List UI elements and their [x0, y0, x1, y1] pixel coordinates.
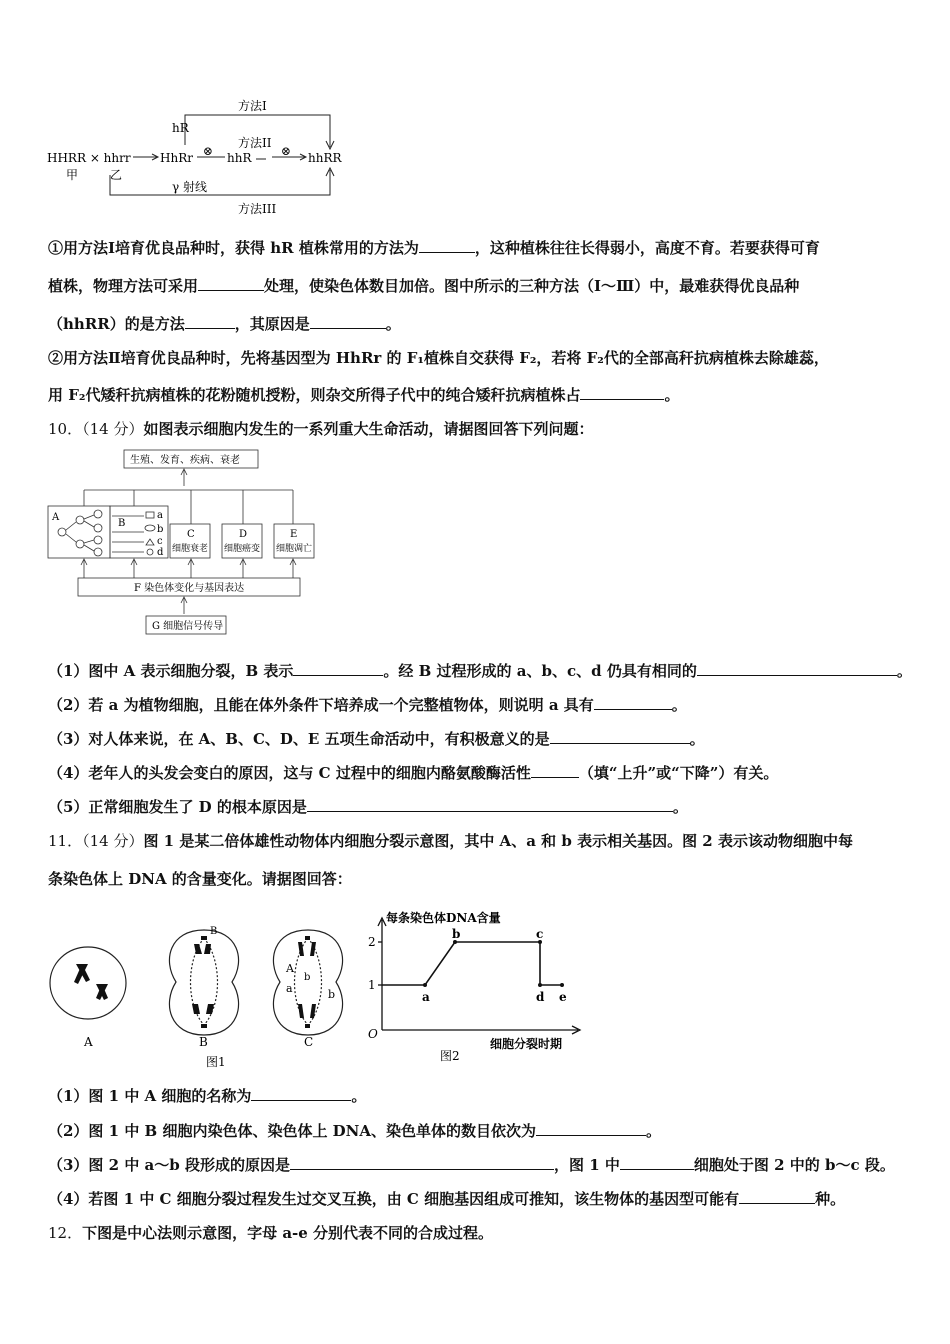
e-label: 细胞凋亡	[276, 544, 313, 554]
answer-blank[interactable]	[550, 729, 690, 744]
q10-s1: （1）图中 A 表示细胞分裂，B 表示 。经 B 过程形成的 a、b、c、d 仍具有相同的 。	[48, 662, 912, 680]
dna-content-series	[382, 942, 562, 985]
answer-blank[interactable]	[419, 238, 475, 253]
q12-stem: 12．下图是中心法则示意图，字母 a-e 分别代表不同的合成过程。	[48, 1224, 494, 1242]
fig2-pt-c: c	[536, 927, 544, 941]
q11-s4: （4）若图 1 中 C 细胞分裂过程发生过交叉互换，由 C 细胞基因组成可推知，该生物体的基因型可能有 种。	[48, 1190, 846, 1208]
q9-p2-line2: 用 F₂代矮秆抗病植株的花粉随机授粉，则杂交所得子代中的纯合矮秆抗病植株占 。	[48, 386, 680, 404]
q10-stem: 10．（14 分）如图表示细胞内发生的一系列重大生命活动，请据图回答下列问题：	[48, 420, 594, 438]
answer-blank[interactable]	[531, 763, 579, 778]
answer-blank[interactable]	[293, 661, 383, 676]
fig2-pt-e: e	[559, 990, 567, 1004]
fig2-origin: O	[368, 1027, 378, 1041]
top-box-label: 生殖、发育、疾病、衰老	[130, 455, 240, 466]
q9-p2-line1: ②用方法Ⅱ培育优良品种时，先将基因型为 HhRr 的 F₁植株自交获得 F₂，若将 F₂代的全部高秆抗病植株去除雄蕊，	[48, 349, 829, 367]
gene-b2-label: b	[328, 988, 336, 1001]
b-letter: B	[118, 518, 126, 529]
answer-blank[interactable]	[251, 1086, 351, 1101]
g-label: G 细胞信号传导	[152, 621, 224, 632]
q11-s2: （2）图 1 中 B 细胞内染色体、染色体上 DNA、染色单体的数目依次为 。	[48, 1122, 662, 1140]
method1-label: 方法I	[238, 99, 267, 113]
a-small: a	[157, 510, 163, 521]
c-letter: C	[187, 529, 195, 540]
fig2-caption: 图2	[440, 1049, 460, 1063]
target-label: hhRR	[308, 151, 342, 165]
gene-b-label: b	[304, 972, 311, 983]
fig2-y1: 1	[368, 978, 376, 992]
point-a	[423, 983, 427, 987]
fig2-pt-d: d	[536, 990, 545, 1004]
d-label: 细胞癌变	[224, 544, 261, 554]
q11-figure1	[46, 920, 366, 1070]
e-letter: E	[290, 529, 298, 540]
f1-label: HhRr	[160, 151, 193, 165]
gene-a-label: a	[286, 982, 293, 995]
f-label: F 染色体变化与基因表达	[134, 583, 245, 594]
fig2-ylabel: 每条染色体DNA含量	[386, 911, 501, 925]
point-d	[538, 983, 542, 987]
selfing-symbol-1: ⊗	[203, 144, 214, 158]
cross-label: HHRR × hhrr	[47, 151, 131, 165]
gene-b-top: B	[210, 926, 218, 937]
cell-b-label: B	[199, 1035, 208, 1049]
answer-blank[interactable]	[185, 314, 235, 329]
fig2-pt-b: b	[452, 927, 461, 941]
c-label: 细胞衰老	[172, 544, 209, 554]
answer-blank[interactable]	[594, 695, 672, 710]
answer-blank[interactable]	[290, 1155, 554, 1170]
c-small: c	[157, 536, 163, 547]
q10-diagram	[46, 448, 313, 638]
haploid-label: hhR	[227, 151, 252, 165]
q11-stem-line2: 条染色体上 DNA 的含量变化。请据图回答：	[48, 870, 352, 888]
q10-s2: （2）若 a 为植物细胞，且能在体外条件下培养成一个完整植物体，则说明 a 具有 。	[48, 696, 687, 714]
answer-blank[interactable]	[310, 314, 386, 329]
gamete-label: hR	[172, 121, 189, 135]
answer-blank[interactable]	[697, 661, 897, 676]
breeding-diagram	[40, 95, 360, 225]
d-small: d	[157, 547, 164, 558]
q9-p1-line2: 植株，物理方法可采用 处理，使染色体数目加倍。图中所示的三种方法（Ⅰ～Ⅲ）中，最难获得优良品种	[48, 277, 800, 295]
method3-label: 方法III	[238, 202, 277, 216]
q11-stem-line1: 11．（14 分）图 1 是某二倍体雄性动物体内细胞分裂示意图，其中 A、a 和 b 表示相关基因。图 2 表示该动物细胞中每	[48, 832, 853, 850]
selfing-symbol-2: ⊗	[281, 144, 292, 158]
q10-s4: （4）老年人的头发会变白的原因，这与 C 过程中的细胞内酪氨酸酶活性 （填“上升”或“下降”）有关。	[48, 764, 779, 782]
q10-s3: （3）对人体来说，在 A、B、C、D、E 五项生命活动中，有积极意义的是 。	[48, 730, 705, 748]
cell-c-label: C	[304, 1035, 314, 1049]
fig2-pt-a: a	[422, 990, 430, 1004]
q11-figure2	[360, 908, 600, 1068]
method2-label: 方法II	[238, 136, 272, 150]
gamma-label: γ 射线	[172, 180, 207, 194]
fig2-y2: 2	[368, 935, 376, 949]
d-letter: D	[239, 529, 248, 540]
q11-s1: （1）图 1 中 A 细胞的名称为 。	[48, 1087, 367, 1105]
answer-blank[interactable]	[536, 1121, 646, 1136]
cell-a-label: A	[84, 1035, 93, 1049]
b-small: b	[157, 524, 164, 535]
fig2-xlabel: 细胞分裂时期	[490, 1037, 563, 1051]
answer-blank[interactable]	[739, 1189, 815, 1204]
q9-p1-line3: （hhRR）的是方法 ，其原因是 。	[48, 315, 401, 333]
q9-p1-line1: ①用方法Ⅰ培育优良品种时，获得 hR 植株常用的方法为 ，这种植株往往长得弱小，高度不育。若要获得可育	[48, 239, 820, 257]
q10-s5: （5）正常细胞发生了 D 的根本原因是 。	[48, 798, 688, 816]
answer-blank[interactable]	[307, 797, 673, 812]
answer-blank[interactable]	[198, 276, 264, 291]
fig1-caption: 图1	[206, 1055, 226, 1069]
a-letter: A	[52, 512, 60, 523]
gene-A-label: A	[286, 962, 294, 975]
answer-blank[interactable]	[620, 1155, 694, 1170]
q11-s3: （3）图 2 中 a～b 段形成的原因是 ，图 1 中 细胞处于图 2 中的 b～c 段。	[48, 1156, 895, 1174]
parent-b-label: 乙	[110, 168, 123, 182]
answer-blank[interactable]	[580, 385, 664, 400]
point-e	[560, 983, 564, 987]
parent-a-label: 甲	[66, 168, 79, 182]
